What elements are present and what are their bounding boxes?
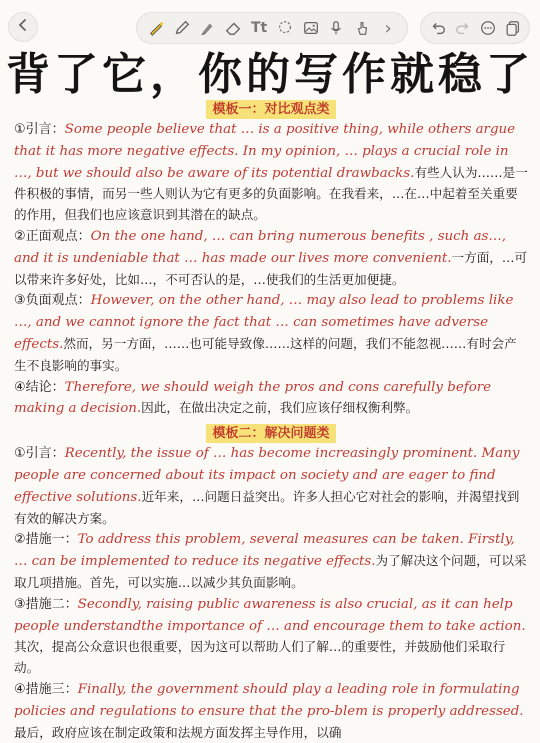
chinese-translation: 为了解决这个问题，可以采取几项措施。首先，可以实施…以减少其负面影响。 [14,553,527,590]
paragraph-positive-view [14,226,528,290]
text-tool-icon[interactable] [249,18,269,38]
section-header [14,98,528,119]
microphone-icon[interactable] [326,18,346,38]
chinese-translation: 因此，在做出决定之前，我们应该仔细权衡利弊。 [141,400,419,416]
drag-handle[interactable] [253,3,287,7]
english-text: However, on the other hand, … may also lead to problems like …, and we cannot ignore the fact that … can sometimes have adverse effects. [14,293,514,352]
chinese-translation: 最后，政府应该在制定政策和法规方面发挥主导作用，以确 [14,724,342,740]
paragraph-label: ④结论： [14,379,65,395]
image-icon[interactable] [301,18,321,38]
english-text: Some people believe that … is a positive thing, while others argue that it has more negative effects. In my opinion, … plays a crucial role in …, but we should also be aware of its potential drawbacks. [14,122,516,181]
paragraph-label: ④措施三： [14,681,78,697]
text-tool-glyph: Tt [250,20,268,36]
chinese-translation: 一方面，…可以带来许多好处，比如…，不可否认的是，…使我们的生活更加便捷。 [14,249,528,287]
chinese-translation: 近年来，…问题日益突出。许多人担心它对社会的影响，并渴望找到有效的解决方案。 [14,488,520,526]
english-text: Finally, the government should play a leading role in formulating policies and regulations to ensure that the pro-blem is properly addressed. [14,681,524,719]
chinese-translation: 有些人认为……是一件积极的事情，而另一些人则认为它有更多的负面影响。在我看来，…在…中起着至关重要的作用，但我们也应该意识到其潜在的缺点。 [14,164,528,223]
paragraph-label: ②措施一： [14,532,78,548]
english-text: Recently, the issue of … has become increasingly prominent. Many people are concerned about its impact on society and are eager to find effective solutions. [14,446,520,505]
paragraph-negative-view [14,290,528,376]
english-text: To address this problem, several measures can be taken. Firstly, … can be implemented to reduce its negative effects. [14,532,515,570]
arrow-left-icon [15,17,31,37]
redo-icon[interactable] [453,18,473,38]
paragraph-intro [14,443,528,529]
chevron-glyph: › [384,17,392,39]
section-header [14,422,528,443]
eraser-icon[interactable] [223,18,243,38]
paragraph-label: ①引言： [14,446,65,462]
paragraph-conclusion [14,377,528,421]
paragraph-measure-one [14,529,528,593]
chevron-right-icon[interactable] [378,18,398,38]
english-text: On the one hand, … can bring numerous benefits , such as…, and it is undeniable that … has made our lives more convenient. [14,228,507,266]
paragraph-intro [14,119,528,226]
undo-icon[interactable] [428,18,448,38]
pencil-icon[interactable] [172,18,192,38]
template-badge: 模板二：解决问题类 [206,424,335,443]
paragraph-measure-three [14,679,528,743]
lasso-icon[interactable] [275,18,295,38]
pages-icon[interactable] [503,18,523,38]
template-badge: 模板一：对比观点类 [206,100,335,119]
paragraph-label: ③措施二： [14,596,78,612]
paragraph-label: ①引言： [14,122,65,137]
marker-icon[interactable] [197,18,217,38]
chinese-translation: 然而，另一方面，……也可能导致像……这样的问题，我们不能忽视……有时会产生不良影响的事实。 [14,335,517,373]
english-text: Therefore, we should weigh the pros and cons carefully before making a decision. [14,379,492,417]
paragraph-label: ②正面观点： [14,228,91,244]
note-content [14,96,528,743]
touch-icon[interactable] [352,18,372,38]
english-text: Secondly, raising public awareness is also crucial, as it can help people understandthe importance of … and encourage them to take action. [14,596,526,634]
page-title: 背了它，你的写作就稳了 [6,49,534,100]
chinese-translation: 其次，提高公众意识也很重要，因为这可以帮助人们了解…的重要性，并鼓励他们采取行动。 [14,639,506,676]
paragraph-label: ③负面观点： [14,293,91,309]
highlighter-icon[interactable] [146,18,166,38]
more-icon[interactable] [478,18,498,38]
paragraph-measure-two [14,594,528,679]
